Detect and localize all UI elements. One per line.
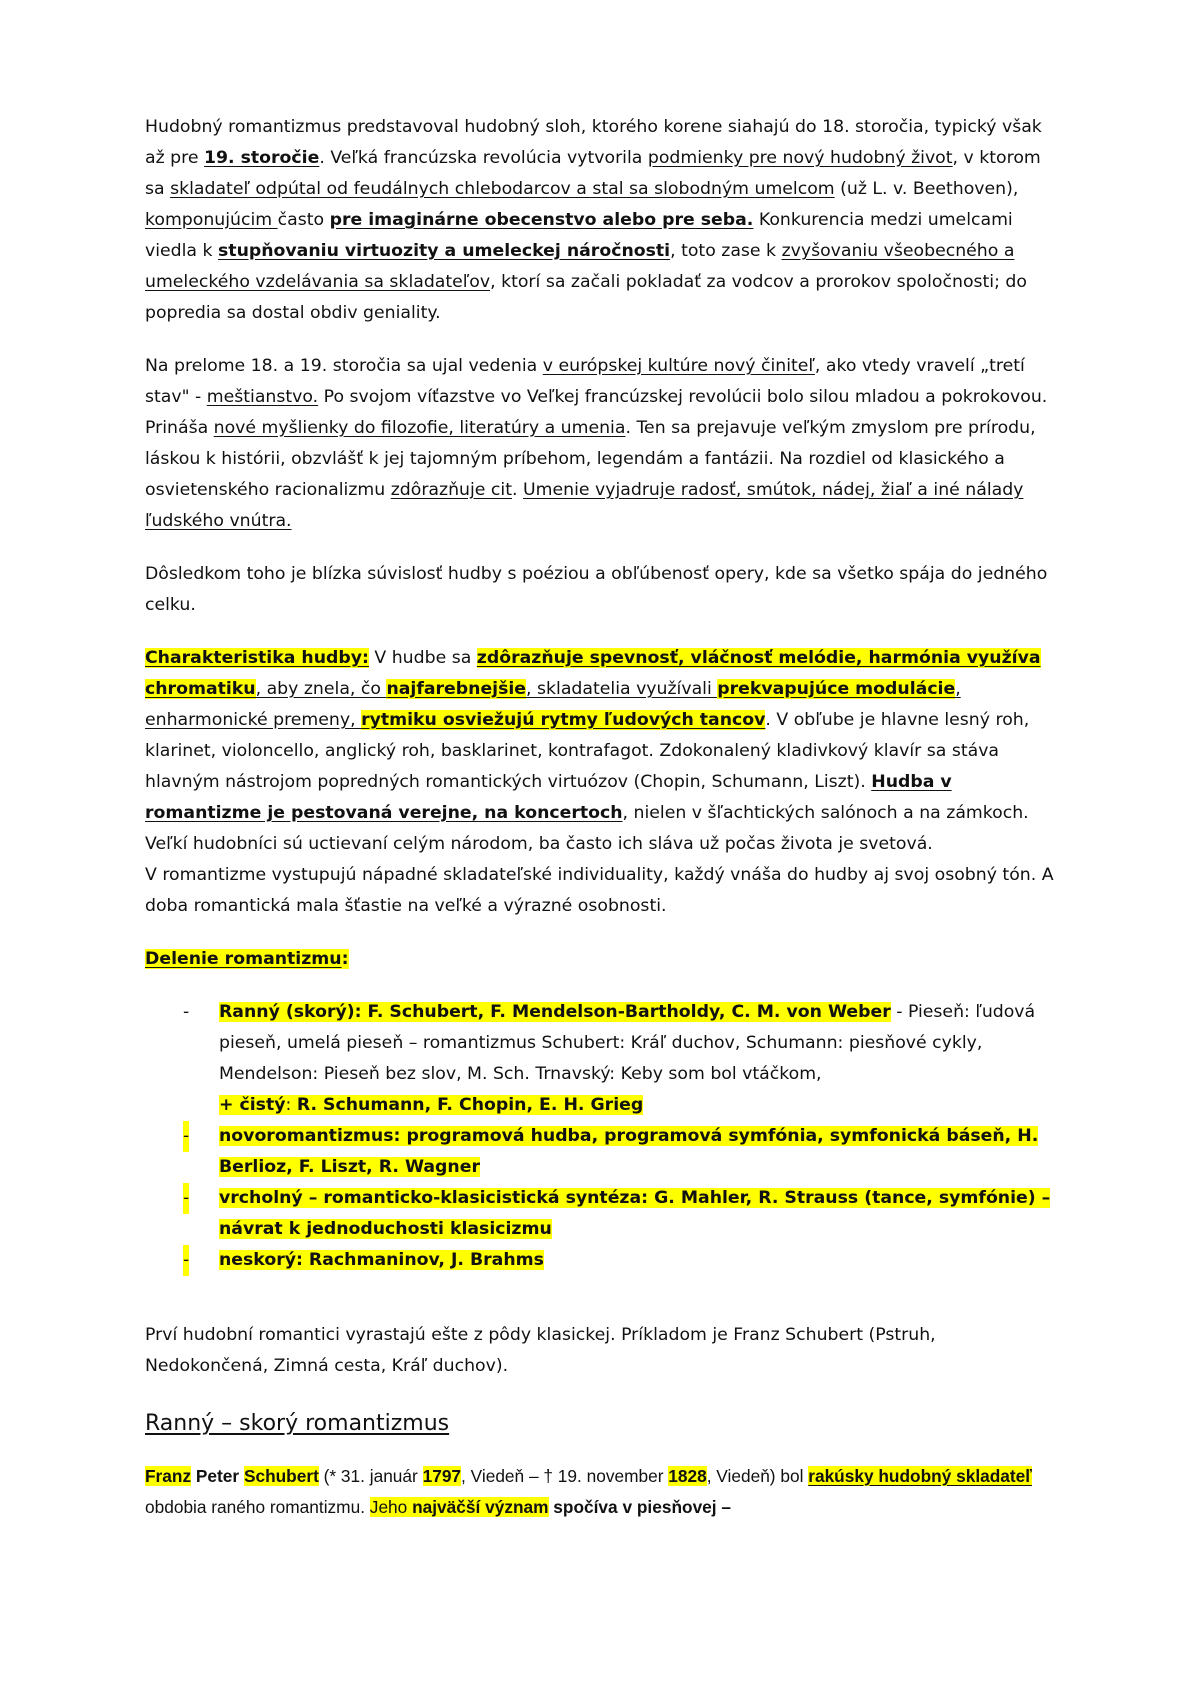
paragraph-consequence: Dôsledkom toho je blízka súvislosť hudby s poéziou a obľúbenosť opery, kde sa všetko spája do jedného celku. — [145, 564, 1048, 615]
paragraph-schubert: Franz Peter Schubert (* 31. január 1797, Viedeň – † 19. november 1828, Viedeň) bol rakúsky hudobný skladateľ obdobia raného romantizmu. Jeho najväčší význam spočíva v piesňovej – — [145, 1466, 1032, 1517]
paragraph-intro: Hudobný romantizmus predstavoval hudobný sloh, ktorého korene siahajú do 18. storočia, typický však až pre 19. storočie. Veľká francúzska revolúcia vytvorila podmienky pre nový hudobný život, v ktorom sa skladateľ odpútal od feudálnych chlebodarcov a stal sa slobodným umelcom (už L. v. Beethoven), komponujúcim často pre imaginárne obecenstvo alebo pre seba. Konkurencia medzi umelcami viedla k stupňovaniu virtuozity a umeleckej náročnosti, toto zase k zvyšovaniu všeobecného a umeleckého vzdelávania sa skladateľov, ktorí sa začali pokladať za vodcov a prorokov spoločnosti; do popredia sa dostal obdiv geniality. — [145, 117, 1042, 323]
section-heading-delenie: Delenie romantizmu: — [145, 949, 349, 969]
paragraph-music-characteristics: Charakteristika hudby: V hudbe sa zdôrazňuje spevnosť, vláčnosť melódie, harmónia využíva chromatiku, aby znela, čo najfarebnejšie, skladatelia využívali prekvapujúce modulácie, enharmonické premeny, rytmiku osviežujú rytmy ľudových tancov. V obľube je hlavne lesný roh, klarinet, violoncello, anglický roh, basklarinet, kontrafagot. Zdokonalený kladivkový klavír sa stáva hlavným nástrojom popredných romantických virtuózov (Chopin, Schumann, Liszt). Hudba v romantizme je pestovaná verejne, na koncertoch, nielen v šľachtických salónoch a na zámkoch. Veľkí hudobníci sú uctievaní celým národom, ba často ich sláva už počas života je svetová. V romantizme vystupujú nápadné skladateľské individuality, každý vnáša do hudby aj svoj osobný tón. A doba romantická mala šťastie na veľké a výrazné osobnosti. — [145, 648, 1054, 916]
paragraph-third-estate: Na prelome 18. a 19. storočia sa ujal vedenia v európskej kultúre nový činiteľ, ako vtedy vravelí „tretí stav" - meštianstvo. Po svojom víťazstve vo Veľkej francúzskej revolúcii bolo silou mladou a pokrokovou. Prináša nové myšlienky do filozofie, literatúry a umenia. Ten sa prejavuje veľkým zmyslom pre prírodu, láskou k histórii, obzvlášť k jej tajomným príbehom, legendám a fantázii. Na rozdiel od klasického a osvietenského racionalizmu zdôrazňuje cit. Umenie vyjadruje radosť, smútok, nádej, žiaľ a iné nálady ľudského vnútra. — [145, 356, 1048, 531]
periods-list — [145, 997, 1055, 1276]
list-item: - neskorý: Rachmaninov, J. Brahms — [145, 1245, 1055, 1276]
paragraph-first-romantics: Prví hudobní romantici vyrastajú ešte z pôdy klasickej. Príkladom je Franz Schubert (Pstruh, Nedokončená, Zimná cesta, Kráľ duchov). — [145, 1325, 936, 1376]
emphasis-19th-century: 19. storočie — [203, 148, 320, 168]
list-item: - novoromantizmus: programová hudba, programová symfónia, symfonická báseň, H. Berlioz, F. Liszt, R. Wagner — [145, 1121, 1055, 1183]
document-page — [145, 112, 1055, 1545]
section-label-characteristics: Charakteristika hudby: — [145, 648, 369, 668]
list-item: - Ranný (skorý): F. Schubert, F. Mendelson-Bartholdy, C. M. von Weber - Pieseň: ľudová pieseň, umelá pieseň – romantizmus Schubert: Kráľ duchov, Schumann: piesňové cykly, Mendelson: Pieseň bez slov, M. Sch. Trnavský: Keby som bol vtáčkom, + čistý: R. Schumann, F. Chopin, E. H. Grieg — [183, 1002, 1036, 1115]
list-item: - vrcholný – romanticko-klasicistická syntéza: G. Mahler, R. Strauss (tance, symfónie) – návrat k jednoduchosti klasicizmu — [145, 1183, 1055, 1245]
section-heading-early-romanticism: Ranný – skorý romantizmus — [145, 1411, 450, 1436]
